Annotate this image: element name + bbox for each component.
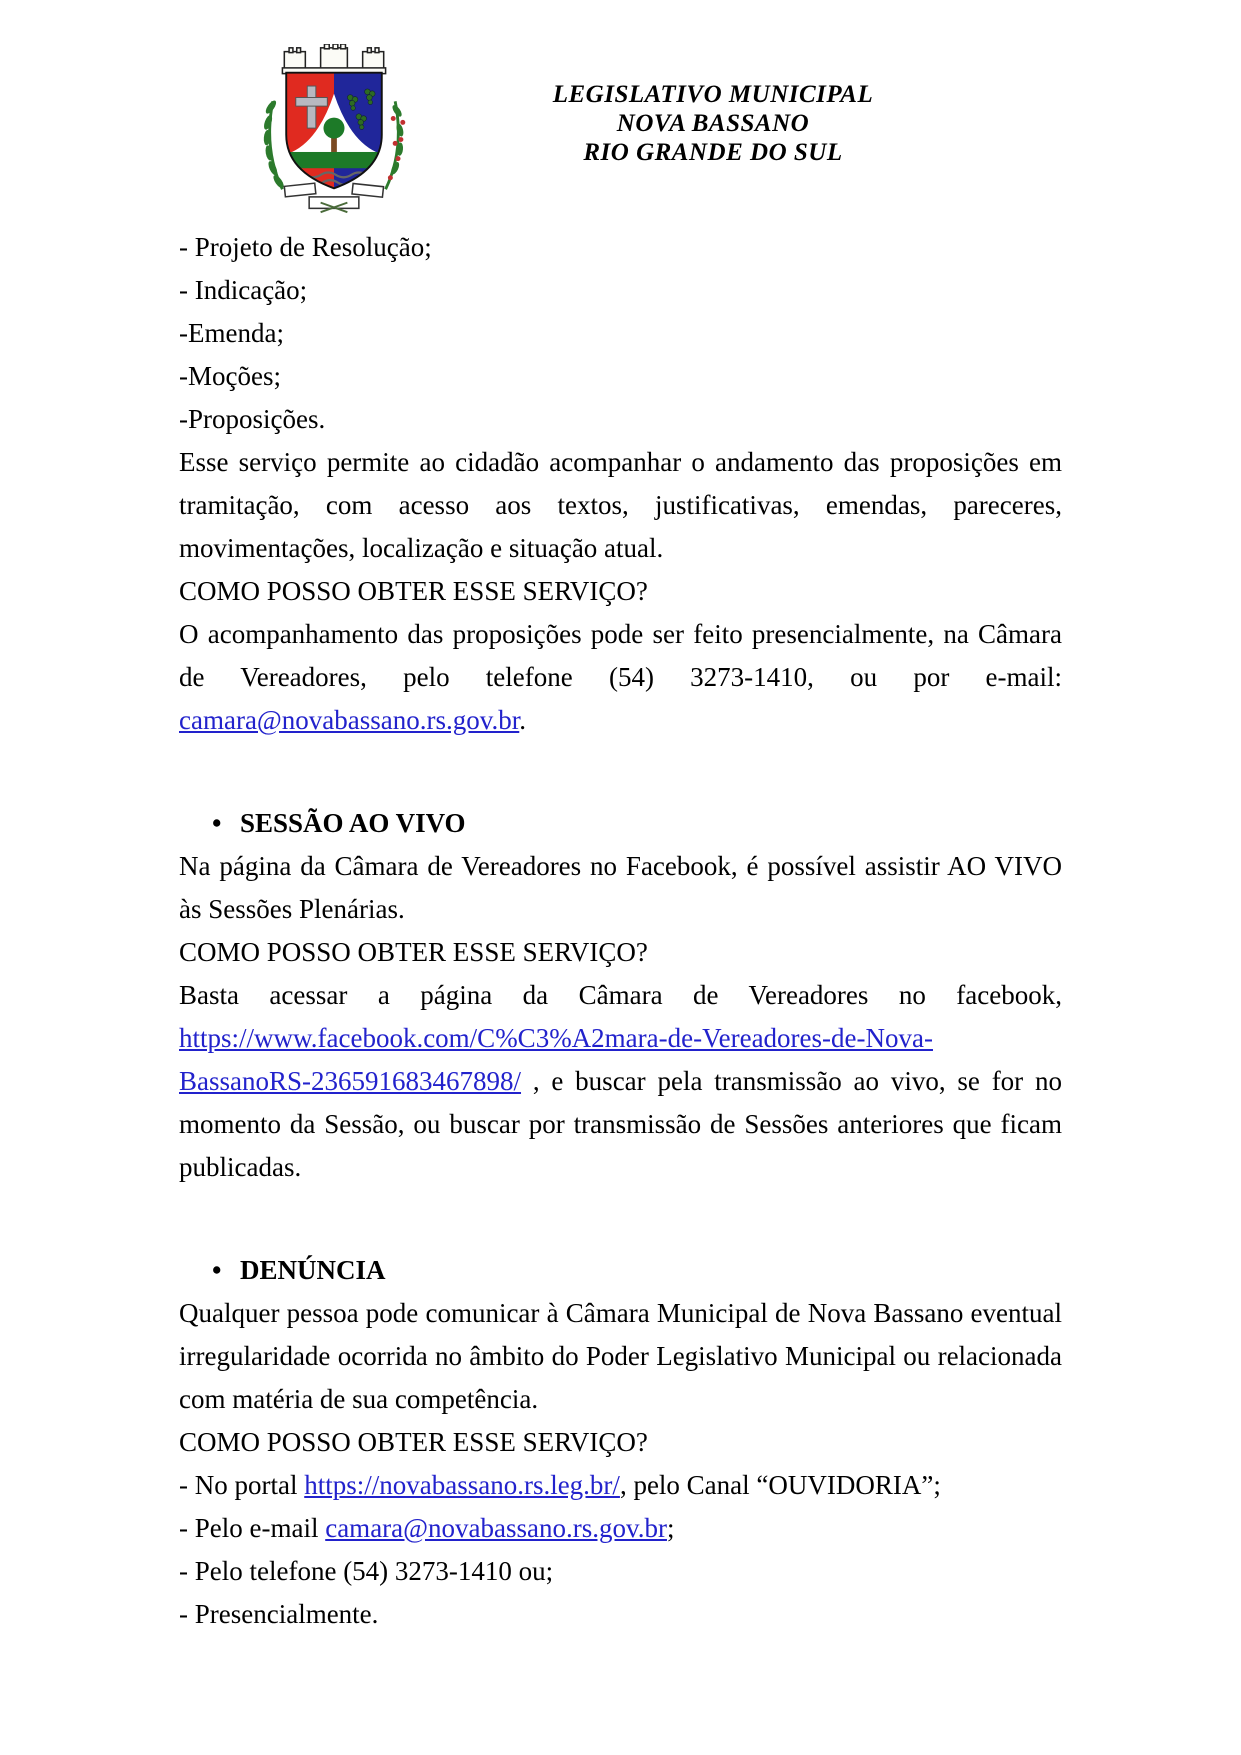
text-run: Qualquer pessoa pode comunicar à Câmara Municipal de Nova Bassano eventual irregularidade ocorrida no âmbito do Poder Legislativo Municipal ou relacionada com matéria de sua competência. [179,1298,1062,1414]
text-run: - Indicação; [179,275,308,305]
section-spacer [179,1189,1062,1249]
text-run: - Presencialmente. [179,1599,379,1629]
list-line [179,1507,1062,1550]
text-run: - Pelo e-mail [179,1513,326,1543]
text-run: , pelo Canal “OUVIDORIA”; [619,1470,941,1500]
org-title-line-2: NOVA BASSANO [616,110,810,137]
org-title-line-3: RIO GRANDE DO SUL [583,139,843,166]
text-run: COMO POSSO OBTER ESSE SERVIÇO? [179,576,648,606]
text-run: DENÚNCIA [240,1255,386,1285]
paragraph [179,845,1062,931]
laurel-branch-icon [262,99,285,190]
section-spacer [179,742,1062,802]
text-run: Esse serviço permite ao cidadão acompanhar o andamento das proposições em tramitação, com acesso aos textos, justificativas, emendas, pareceres, movimentações, localização e situação atual. [179,447,1062,563]
text-run: COMO POSSO OBTER ESSE SERVIÇO? [179,937,648,967]
text-run: - No portal [179,1470,305,1500]
list-line [179,570,1062,613]
bullet-icon: • [212,1255,222,1285]
text-run: , e buscar pela transmissão ao vivo, se for no momento da Sessão, ou buscar por transmissão de Sessões anteriores que ficam publicadas. [179,1066,1062,1182]
list-line [179,1464,1062,1507]
list-line [179,398,1062,441]
list-line [179,312,1062,355]
mural-crown-icon [282,44,385,74]
paragraph [179,613,1062,742]
hyperlink[interactable]: https://www.facebook.com/C%C3%A2mara-de-Vereadores-de-Nova-BassanoRS-236591683467898/ [179,1023,933,1096]
text-run: ; [666,1513,675,1543]
nova-bassano-coat-of-arms [255,44,413,216]
paragraph [179,974,1062,1189]
text-run: SESSÃO AO VIVO [240,808,466,838]
hyperlink[interactable]: camara@novabassano.rs.gov.br [325,1513,667,1543]
text-run: -Emenda; [179,318,284,348]
text-run: Basta acessar a página da Câmara de Vereadores no facebook, [179,980,1062,1010]
bullet-icon: • [212,808,222,838]
org-title-block [493,80,933,167]
document-body [179,226,1062,1636]
text-run: -Moções; [179,361,281,391]
org-title-line-1: LEGISLATIVO MUNICIPAL [552,81,874,108]
section-bullet-heading [179,802,1062,845]
text-run: - Pelo telefone (54) 3273-1410 ou; [179,1556,554,1586]
shield-green-band [286,152,382,168]
list-line [179,269,1062,312]
berry-branch-icon [386,101,406,189]
list-line [179,355,1062,398]
section-bullet-heading [179,1249,1062,1292]
text-run: . [519,705,527,735]
list-line [179,1550,1062,1593]
hyperlink[interactable]: camara@novabassano.rs.gov.br [179,705,520,735]
hyperlink[interactable]: https://novabassano.rs.leg.br/ [304,1470,620,1500]
list-line [179,226,1062,269]
letterhead [0,0,1241,216]
list-line [179,1593,1062,1636]
paragraph [179,441,1062,570]
text-run: COMO POSSO OBTER ESSE SERVIÇO? [179,1427,648,1457]
text-run: Na página da Câmara de Vereadores no Facebook, é possível assistir AO VIVO às Sessões Plenárias. [179,851,1062,924]
text-run: - Projeto de Resolução; [179,232,432,262]
list-line [179,1421,1062,1464]
list-line [179,931,1062,974]
text-run: -Proposições. [179,404,326,434]
paragraph [179,1292,1062,1421]
text-run: O acompanhamento das proposições pode ser feito presencialmente, na Câmara de Vereadores, pelo telefone (54) 3273-1410, ou por e-mail: [179,619,1062,692]
